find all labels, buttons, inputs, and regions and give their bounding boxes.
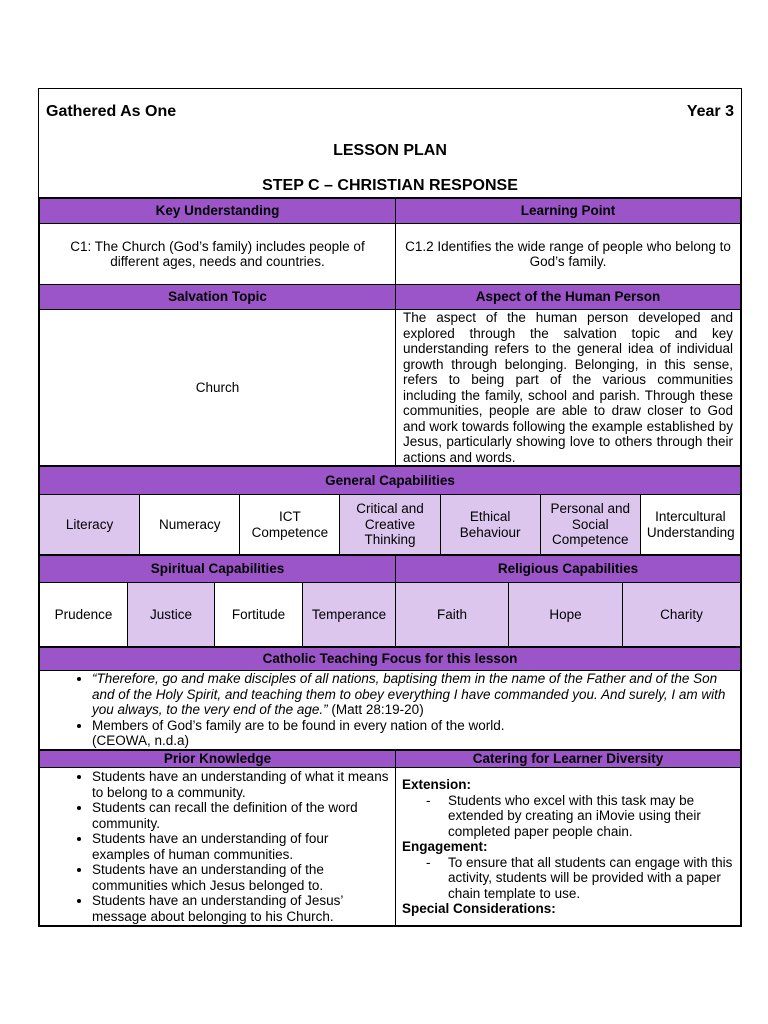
teaching-focus-quote: • “Therefore, go and make disciples of all nations, baptising them in the name of the Father and of the Son and of the Holy Spirit, and teaching them to obey everything I have commanded you. And surely, I am with you always, to the very end of the age.” (Matt 28:19-20) bbox=[92, 671, 734, 718]
capability-personal-social: Personal and Social Competence bbox=[540, 495, 640, 555]
list-item: • Students have an understanding of the communities which Jesus belonged to. bbox=[92, 862, 389, 893]
salvation-topic-text: Church bbox=[40, 310, 396, 466]
religious-capabilities-header: Religious Capabilities bbox=[396, 556, 741, 583]
engagement-text: - To ensure that all students can engage with this activity, students will be provided with a paper chain template to use. bbox=[426, 855, 734, 902]
spiritual-temperance: Temperance bbox=[303, 583, 396, 647]
key-understanding-header: Key Understanding bbox=[40, 199, 396, 224]
extension-label: Extension: bbox=[402, 777, 472, 792]
general-capabilities-header: General Capabilities bbox=[40, 467, 741, 495]
understanding-table bbox=[39, 198, 741, 466]
learner-diversity-body bbox=[396, 768, 741, 926]
religious-faith: Faith bbox=[396, 583, 509, 647]
capability-intercultural: Intercultural Understanding bbox=[640, 495, 740, 555]
prior-knowledge-body bbox=[40, 768, 396, 926]
salvation-topic-header: Salvation Topic bbox=[40, 285, 396, 310]
prior-knowledge-header: Prior Knowledge bbox=[40, 751, 396, 768]
year-level: Year 3 bbox=[686, 103, 734, 120]
learning-point-header: Learning Point bbox=[396, 199, 741, 224]
capabilities-table bbox=[39, 555, 741, 647]
list-item: • Students have an understanding of four examples of human communities. bbox=[92, 831, 389, 862]
teaching-focus-body bbox=[40, 671, 741, 750]
human-person-header: Aspect of the Human Person bbox=[396, 285, 741, 310]
spiritual-justice: Justice bbox=[128, 583, 215, 647]
capability-ethical-behaviour: Ethical Behaviour bbox=[440, 495, 540, 555]
spiritual-capabilities-header: Spiritual Capabilities bbox=[40, 556, 396, 583]
knowledge-diversity-table bbox=[39, 750, 741, 926]
extension-text: - Students who excel with this task may be extended by creating an iMovie using their completed paper people chain. bbox=[426, 793, 734, 840]
key-understanding-text: C1: The Church (God’s family) includes people of different ages, needs and countries. bbox=[40, 224, 396, 285]
teaching-focus-point: • Members of God’s family are to be found in every nation of the world. (CEOWA, n.d.a) bbox=[92, 718, 734, 749]
capability-numeracy: Numeracy bbox=[140, 495, 240, 555]
special-considerations-label: Special Considerations: bbox=[402, 901, 556, 916]
capability-critical-thinking: Critical and Creative Thinking bbox=[340, 495, 440, 555]
list-item: • Students can recall the definition of the word community. bbox=[92, 800, 389, 831]
capability-literacy: Literacy bbox=[40, 495, 140, 555]
lesson-plan-page bbox=[38, 88, 742, 927]
religious-charity: Charity bbox=[623, 583, 741, 647]
list-item: • Students have an understanding of what it means to belong to a community. bbox=[92, 769, 389, 800]
learner-diversity-header: Catering for Learner Diversity bbox=[396, 751, 741, 768]
list-item: • Students have an understanding of Jesus’ message about belonging to his Church. bbox=[92, 893, 389, 924]
teaching-focus-header: Catholic Teaching Focus for this lesson bbox=[40, 648, 741, 671]
general-capabilities-table bbox=[39, 466, 741, 555]
step-title: STEP C – CHRISTIAN RESPONSE bbox=[262, 177, 518, 194]
spiritual-fortitude: Fortitude bbox=[215, 583, 303, 647]
page-title: LESSON PLAN bbox=[333, 142, 447, 159]
religious-hope: Hope bbox=[509, 583, 623, 647]
teaching-focus-table bbox=[39, 647, 741, 750]
human-person-text: The aspect of the human person developed and explored through the salvation topic and key understanding refers to the general idea of individual growth through belonging. Belonging, in this sense, refers to being part of the various communities including the family, school and parish. Through these communities, people are able to draw closer to God and work towards following the example established by Jesus, particularly showing love to others through their actions and words. bbox=[396, 310, 741, 466]
spiritual-prudence: Prudence bbox=[40, 583, 128, 647]
learning-point-text: C1.2 Identifies the wide range of people who belong to God’s family. bbox=[396, 224, 741, 285]
lesson-header bbox=[39, 89, 741, 198]
capability-ict: ICT Competence bbox=[240, 495, 340, 555]
unit-title: Gathered As One bbox=[46, 103, 177, 120]
engagement-label: Engagement: bbox=[402, 839, 488, 854]
